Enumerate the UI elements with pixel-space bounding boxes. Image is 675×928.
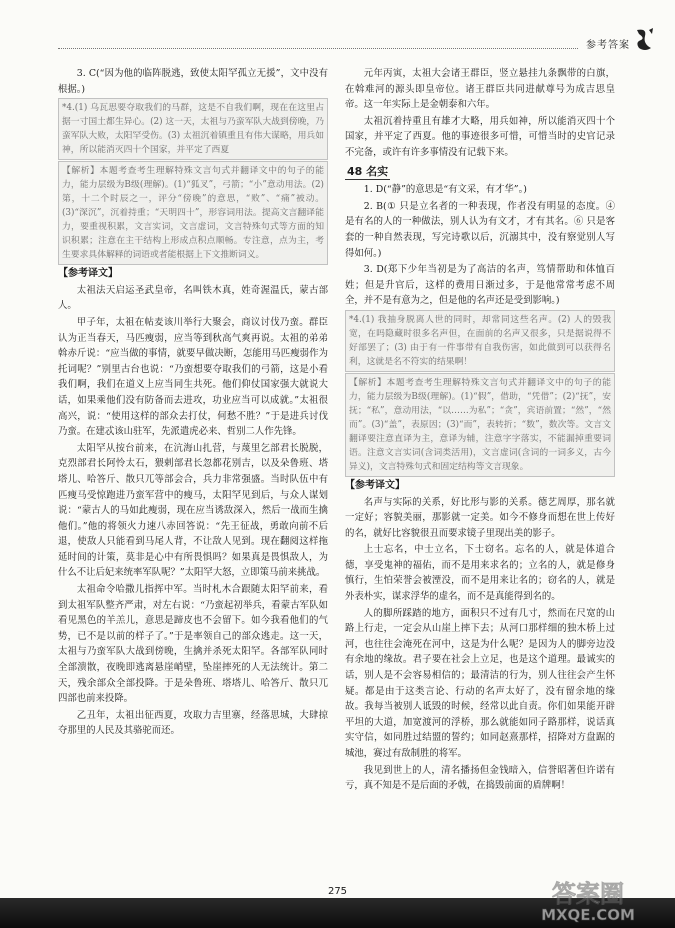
paragraph: 名声与实际的关系，好比形与影的关系。德艺周厚，那名就一定好；容貌美丽，那影就一定美。如今不修身而想在世上传好的名，就好比容貌很丑而要求镜子里现出美的影子。 <box>345 496 615 539</box>
right-column <box>345 66 615 795</box>
paragraph: 上士忘名，中士立名，下士窃名。忘名的人，就是体道合德，享受鬼神的福佑，而不是用来求名的；立名的人，就是修身慎行，生怕荣誉会被湮没，而不是用来让名的；窃名的人，就是外表朴实，谋求浮华的虚名，而不是真能得到名的。 <box>345 544 615 603</box>
faded-note-box: 【解析】本题考查考生理解特殊文言句式并翻译文中的句子的能力，能力层级为B级(理解)。(1)“假”，借助，“凭借”；(2)“抚”，安抚；“私”，意动用法，“以……为私”；“贪”，宾语前置；“然”，“然而”。(3)“盖”，表原因；(3)“而”，表转折；“数”，数次等。文言文翻译要注意直译为主，意译为辅，注意字字落实，不能漏掉重要词语。注意文言实词(含词类活用)，文言虚词(含词的一词多义，古今异义)，文言特殊句式和固定结构等文言现象。 <box>345 373 615 477</box>
watermark-bottom-text: MXQE.COM <box>541 906 635 924</box>
paragraph: 太阳罕从按台前来，在沆海山扎营，与蔑里乞部君长脱脱，克烈部君长阿怜太石，猥剌部君长忽都花别吉，以及朵鲁班、塔塔儿、哈答斤、散只兀等部会合，兵力非常强盛。当时队伍中有匹瘦马受惊跑进乃蛮军营中的瘦马，太阳罕见到后，与众人谋划说：“蒙古人的马如此瘦弱，现在应当诱敌深入，然后一战而生擒他们。”他的将领火力速八赤回答说：“先王征战，勇敢向前不后退，使敌人只能看到马尾人背，不让敌人见到。现在翻阅这样拖延时间的计策，莫非是心中有所畏惧吗？如果真是畏惧敌人，为什么不让后妃来统率军队呢？”太阳罕大怒，立即策马前来挑战。 <box>58 442 328 579</box>
paragraph: 太祖命令哈撒儿指挥中军。当时札木合跟随太阳罕前来，看到太祖军队整齐严肃，对左右说：“乃蛮起初举兵，看蒙古军队如看见黑色的羊羔儿，意思是蹄皮也不会留下。如今我看他们的气势，已不是以前的样子了。”于是率领自己的部众逃走。这一天，太祖与乃蛮军队大战到傍晚，生擒并杀死太阳罕。各部军队同时全部溃散，夜晚即逃离悬崖峭壁，坠崖摔死的人无法统计。第二天，残余部众全部投降。于是朵鲁班、塔塔儿、哈答斤、散只兀四部也前来投降。 <box>58 584 328 705</box>
paragraph: 人的脚所踩踏的地方，面积只不过有几寸，然而在尺宽的山路上行走，一定会从山崖上摔下去；从河口那样细的独木桥上过河，也往往会淹死在河中，这是为什么呢？是因为人的脚旁边没有余地的缘故。君子要在社会上立足，也是这个道理。最诚实的话，别人是不会容易相信的；最清洁的行为，别人往往会产生怀疑。都是由于这类言论、行动的名声太好了，没有留余地的缘故。我每当被别人诋毁的时候，经常以此自责。你们如果能开辟平坦的大道，加宽渡河的浮桥，那么就能如同子路那样，说话真实守信，如同胜过结盟的誓约；如同赵熹那样，招降对方盘踞的城池，赛过有敌制胜的将军。 <box>345 607 615 759</box>
paragraph: 3. D(郑下少年当初是为了高洁的名声，笃情帮助和体恤百姓；但是升官后，这样的费用日渐过多，于是他常常考虑不周全，并不是有意为之，但是他的名声还是受到影响。) <box>345 264 615 307</box>
paragraph: 我见到世上的人，清名播扬但金钱暗入，信誉昭著但许诺有亏，真不知是不是后面的矛戟，在捣毁前面的盾牌啊！ <box>345 764 615 792</box>
watermark-top-text: 答案圈 <box>552 880 624 908</box>
paragraph: 太祖沉着持重且有雄才大略，用兵如神，所以能消灭四十个国家，并平定了西夏。他的事迹很多可惜，可惜当时的史官记录不完备，或许有许多事情没有记载下来。 <box>345 115 615 158</box>
section-heading: 【参考译文】 <box>58 268 118 280</box>
left-column <box>58 66 328 740</box>
paragraph: 元年丙寅，太祖大会诸王群臣，竖立悬挂九条飘带的白旗，在斡难河的源头即皇帝位。诸王群臣共同进献尊号为成吉思皇帝。这一年实际上是金朝泰和六年。 <box>345 68 615 111</box>
section-number-tag: 48 名实 <box>345 164 390 181</box>
header-label: 参考答案 <box>586 40 630 51</box>
watermark-logo <box>513 876 663 924</box>
paragraph: 3. C(“因为他的临阵脱逃，致使太阳罕孤立无援”，文中没有根据。) <box>58 68 328 95</box>
faded-note-box: 【解析】本题考查考生理解特殊文言句式并翻译文中的句子的能力，能力层级为B级(理解)。(1)“狐叉”，弓箭；“小”意动用法。(2) 第，十二个时辰之一，评分“傍晚”的意思，“败”、“痛”被动。(3)“深沉”，沉着持重；“天明四十”，形容词用法。提高文言翻译能力，要重视积累，文言实词，文言虚词，文言特殊句式等方面的知识积累；注意在主干结构上形成点积点顺畅。专注意，点为主，考生要求具体解释的词语或者能根据上下文推断词义。 <box>58 161 328 265</box>
paragraph: 甲子年，太祖在帖麦该川举行大聚会，商议讨伐乃蛮。群臣认为正当春天，马匹瘦弱，应当等到秋高气爽再说。太祖的弟弟斡赤斤说：“应当做的事情，就要早做决断，怎能用马匹瘦弱作为托词呢？”别里古台也说：“乃蛮想要夺取我们的弓箭，这是小看我们啊，我们在道义上应当同生共死。他们仰仗国家强大就说大话，如果乘他们没有防备而去进攻，功业应当可以成就。”太祖很高兴，说：“使用这样的部众去打仗，何愁不胜？”于是进兵讨伐乃蛮。在建忒该山驻军，先派遣虎必来、哲别二人作先锋。 <box>58 316 328 438</box>
faded-note-box: *4.(1) 乌瓦思要夺取我们的马群，这是不自我们啊，现在在这里占据一寸国土都生异心。(2) 这一天，太祖与乃蛮军队大战到傍晚，乃蛮军队大败，太阳罕受伤。(3) 太祖沉着镇重且有伟大谋略，用兵如神，所以能消灭四十个国家，并平定了西夏 <box>58 98 328 160</box>
paragraph: 乙丑年，太祖出征西夏，攻取力吉里寨，经落思城，大肆掠夺那里的人民及其骆驼而还。 <box>58 709 328 737</box>
header-rule <box>58 48 578 49</box>
paragraph: 1. D(“静”的意思是“有文采，有才华”。) <box>363 184 527 196</box>
section-heading: 【参考译文】 <box>345 479 405 491</box>
decorative-corner-icon <box>633 26 655 54</box>
paragraph: 太祖法天启运圣武皇帝，名叫铁木真，姓奇渥温氏，蒙古部人。 <box>58 284 328 312</box>
page-number: 275 <box>327 886 348 897</box>
faded-note-box: *4.(1) 我抽身脱离人世的同时，却常同这些名声。(2) 人的毁我宽，在吗隐藏时很多名声但，在面前的名声又很多，只是据说得不好部罢了；(3) 由于有一件事带有自我伤害，如此做到可以获得名利，这就是名不符实的结果啊！ <box>345 310 615 372</box>
paragraph: 2. B(① 只是立名者的一种表现，作者没有明显的态度。④ 是有名的人的一种做法，别人认为有文才，才有其名。⑥ 只是客套的一种自然表现，写完诗歌以后，沉溺其中，没有察觉别人写得如何。) <box>345 200 615 259</box>
